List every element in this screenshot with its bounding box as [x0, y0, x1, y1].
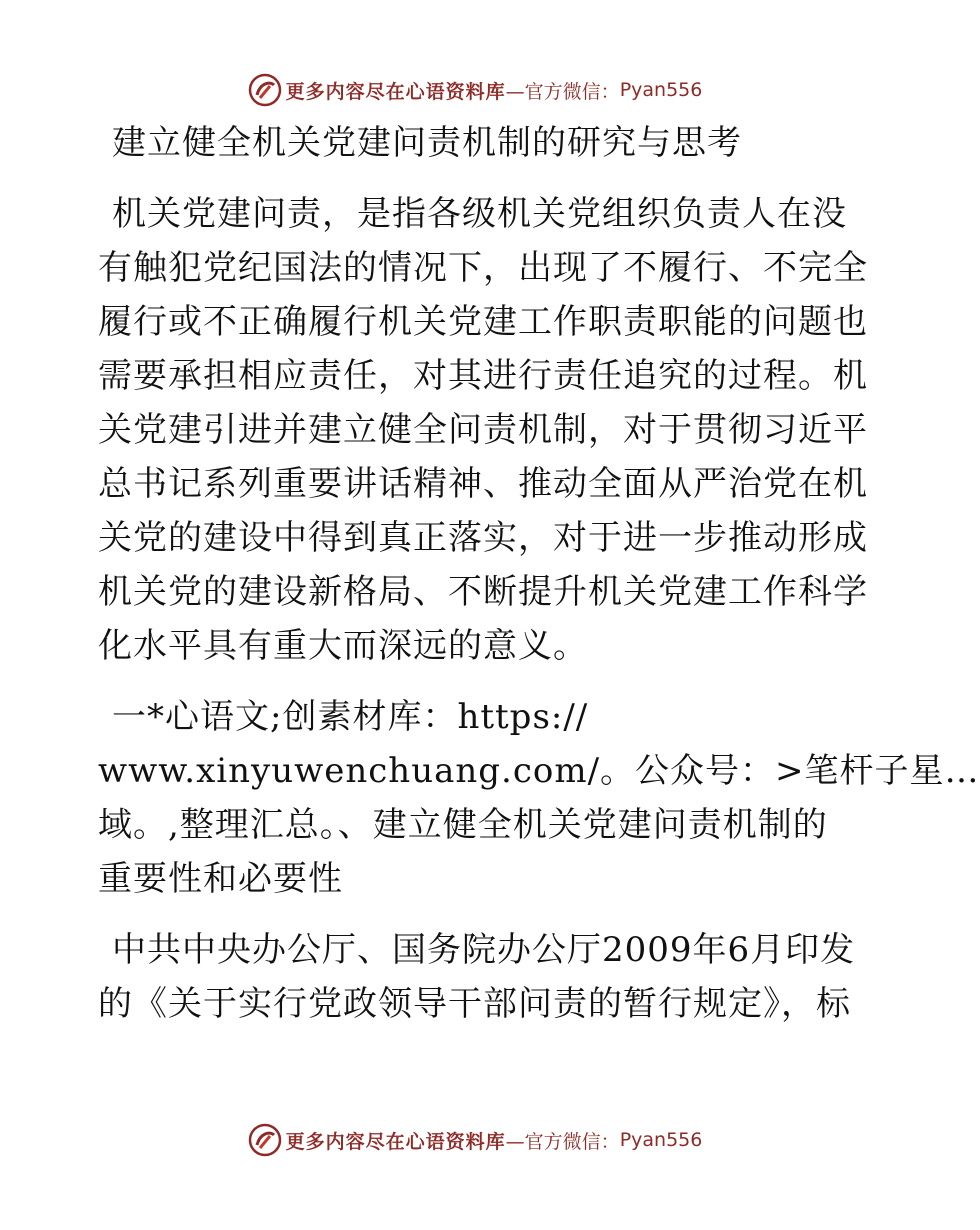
paragraph-line: 机关党建问责，是指各级机关党组织负责人在没 — [112, 194, 847, 234]
banner-title: 更多内容尽在心语资料库 — [285, 80, 506, 103]
paragraph-line: 履行或不正确履行机关党建工作职责职能的问题也 — [98, 302, 868, 342]
paragraph-line: 关党的建设中得到真正落实，对于进一步推动形成 — [98, 518, 868, 558]
paragraph-line: 中共中央办公厅、国务院办公厅2009年6月印发 — [112, 930, 856, 970]
paragraph-line: 有触犯党纪国法的情况下，出现了不履行、不完全 — [98, 248, 868, 288]
paragraph-line: 需要承担相应责任，对其进行责任追究的过程。机 — [98, 356, 868, 396]
banner-dash: —官方微信： — [505, 80, 620, 103]
document-title: 建立健全机关党建问责机制的研究与思考 — [112, 123, 742, 163]
paragraph-line: 化水平具有重大而深远的意义。 — [98, 626, 588, 666]
paragraph-3 — [98, 923, 858, 1031]
document-body — [98, 116, 980, 1031]
paragraph-line: www.xinyuwenchuang.com/。公众号：>笔杆子星… — [98, 751, 980, 791]
paragraph-line: 机关党的建设新格局、不断提升机关党建工作科学 — [98, 572, 868, 612]
banner-wechat-id: Pyan556 — [619, 79, 703, 101]
paragraph-line: 关党建引进并建立健全问责机制，对于贯彻习近平 — [98, 410, 868, 450]
paragraph-line: 的《关于实行党政领导干部问责的暂行规定》，标 — [98, 984, 851, 1024]
paragraph-line: 一*心语文;创素材库：https:// — [112, 697, 589, 737]
paragraph-2 — [98, 690, 980, 906]
banner-title: 更多内容尽在心语资料库 — [285, 1130, 506, 1153]
paragraph-1 — [98, 187, 868, 673]
brand-logo-icon — [248, 73, 282, 107]
footer-banner — [0, 1120, 950, 1160]
banner-dash: —官方微信： — [505, 1130, 620, 1153]
paragraph-line: 域。,整理汇总。、建立健全机关党建问责机制的 — [98, 805, 828, 845]
brand-logo-icon — [248, 1123, 282, 1157]
paragraph-line: 总书记系列重要讲话精神、推动全面从严治党在机 — [98, 464, 868, 504]
paragraph-line: 重要性和必要性 — [98, 859, 343, 899]
banner-wechat-id: Pyan556 — [619, 1129, 703, 1151]
header-banner — [0, 70, 950, 110]
